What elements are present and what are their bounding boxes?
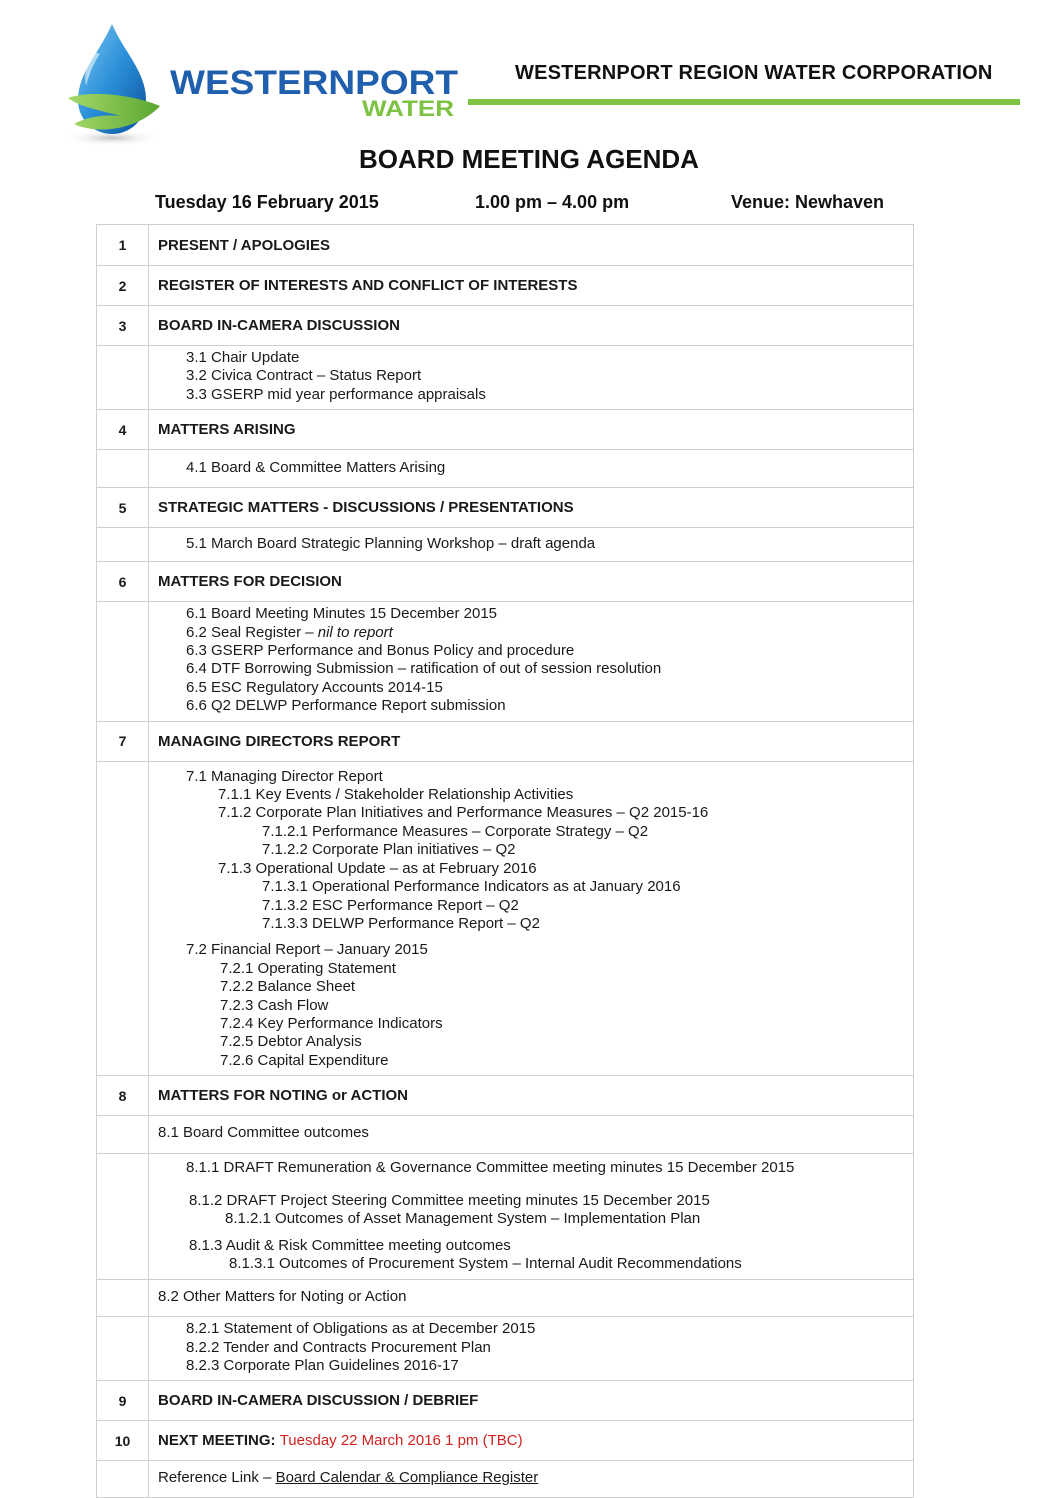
- agenda-row: [97, 1076, 914, 1116]
- list-item: 8.2 Other Matters for Noting or Action: [158, 1287, 407, 1305]
- empty-cell: [97, 346, 149, 410]
- item-number: 3: [97, 306, 149, 346]
- meeting-venue: Venue: Newhaven: [731, 192, 885, 212]
- westernport-water-logo: [60, 20, 470, 150]
- agenda-subrow: [97, 1116, 914, 1154]
- list-item: 7.2.6 Capital Expenditure: [220, 1051, 389, 1069]
- list-item: 7.1.3.2 ESC Performance Report – Q2: [262, 896, 519, 914]
- letterhead: [0, 0, 1058, 150]
- list-item: 8.1.2 DRAFT Project Steering Committee meeting minutes 15 December 2015: [189, 1192, 710, 1210]
- logo-word-water: WATER: [362, 96, 455, 121]
- list-item: 8.2.1 Statement of Obligations as at December 2015: [186, 1320, 536, 1338]
- next-meeting-date: Tuesday 22 March 2016 1 pm (TBC): [279, 1432, 523, 1450]
- item-number: 9: [97, 1381, 149, 1421]
- item-number: 1: [97, 225, 149, 266]
- list-item: 8.1.3.1 Outcomes of Procurement System – Internal Audit Recommendations: [229, 1255, 742, 1273]
- agenda-row: [97, 410, 914, 450]
- item-title: BOARD IN-CAMERA DISCUSSION / DEBRIEF: [149, 1381, 914, 1421]
- agenda-row: [97, 266, 914, 306]
- item-title: MATTERS FOR DECISION: [149, 562, 914, 602]
- list-item-text: 6.2 Seal Register –: [186, 623, 318, 641]
- agenda-row: [97, 721, 914, 761]
- sub-items: [149, 1116, 914, 1154]
- list-item: 6.1 Board Meeting Minutes 15 December 2015: [186, 605, 498, 623]
- item-number: 6: [97, 562, 149, 602]
- list-item: 7.2.4 Key Performance Indicators: [220, 1014, 443, 1032]
- sub-items: [149, 346, 914, 410]
- empty-cell: [97, 450, 149, 488]
- sub-items: [149, 602, 914, 721]
- list-item: 3.3 GSERP mid year performance appraisals: [186, 385, 486, 403]
- list-item: 4.1 Board & Committee Matters Arising: [186, 458, 446, 476]
- list-item: 7.2.3 Cash Flow: [220, 996, 329, 1014]
- list-item: 3.2 Civica Contract – Status Report: [186, 367, 422, 385]
- list-item: 6.5 ESC Regulatory Accounts 2014-15: [186, 678, 443, 696]
- page-title: BOARD MEETING AGENDA: [359, 144, 699, 174]
- empty-cell: [97, 1116, 149, 1154]
- list-item: 7.1.2 Corporate Plan Initiatives and Performance Measures – Q2 2015-16: [218, 804, 709, 822]
- board-calendar-link[interactable]: Board Calendar & Compliance Register: [275, 1469, 539, 1487]
- list-item: 8.1.2.1 Outcomes of Asset Management System – Implementation Plan: [225, 1210, 701, 1228]
- agenda-row: [97, 1381, 914, 1421]
- list-item: 8.1 Board Committee outcomes: [158, 1124, 369, 1142]
- empty-cell: [97, 528, 149, 562]
- agenda-subrow: [97, 761, 914, 1076]
- list-item: 7.1 Managing Director Report: [186, 767, 383, 785]
- empty-cell: [97, 1280, 149, 1317]
- list-item: 7.1.1 Key Events / Stakeholder Relationship Activities: [218, 786, 574, 804]
- list-item: 7.2.1 Operating Statement: [220, 959, 396, 977]
- logo-word-westernport: WESTERNPORT: [170, 64, 459, 102]
- empty-cell: [97, 1461, 149, 1498]
- list-item: 8.2.2 Tender and Contracts Procurement Plan: [186, 1338, 491, 1356]
- item-title: MANAGING DIRECTORS REPORT: [149, 721, 914, 761]
- header-rule: [468, 99, 1020, 105]
- sub-items: [149, 1280, 914, 1317]
- item-number: 8: [97, 1076, 149, 1116]
- empty-cell: [97, 1154, 149, 1280]
- sub-items: [149, 761, 914, 1076]
- reference-prefix: Reference Link –: [158, 1469, 276, 1487]
- list-item: 7.2 Financial Report – January 2015: [186, 941, 428, 959]
- agenda-subrow: [97, 528, 914, 562]
- item-title: MATTERS ARISING: [149, 410, 914, 450]
- item-title: STRATEGIC MATTERS - DISCUSSIONS / PRESENTATIONS: [149, 488, 914, 528]
- item-number: 4: [97, 410, 149, 450]
- list-item: 7.1.3.1 Operational Performance Indicators as at January 2016: [262, 878, 681, 896]
- agenda-row: [97, 488, 914, 528]
- list-item: [186, 624, 913, 642]
- organisation-name: WESTERNPORT REGION WATER CORPORATION: [515, 62, 993, 84]
- sub-items: [149, 450, 914, 488]
- agenda-subrow: [97, 1317, 914, 1381]
- empty-cell: [97, 761, 149, 1076]
- list-item: 7.2.5 Debtor Analysis: [220, 1033, 362, 1051]
- agenda-subrow: [97, 450, 914, 488]
- list-item: 7.2.2 Balance Sheet: [220, 978, 356, 996]
- empty-cell: [97, 1317, 149, 1381]
- list-item: 3.1 Chair Update: [186, 349, 300, 366]
- item-title: BOARD IN-CAMERA DISCUSSION: [149, 306, 914, 346]
- agenda-row: [97, 225, 914, 266]
- agenda-subrow: [97, 346, 914, 410]
- item-title: [149, 1421, 914, 1461]
- agenda-row: [97, 306, 914, 346]
- sub-items: [149, 1154, 914, 1280]
- item-number: 2: [97, 266, 149, 306]
- list-item: 8.2.3 Corporate Plan Guidelines 2016-17: [186, 1356, 459, 1374]
- item-number: 10: [97, 1421, 149, 1461]
- agenda-subrow: [97, 1461, 914, 1498]
- agenda-subrow: [97, 1154, 914, 1280]
- list-item: 7.1.3 Operational Update – as at February 2016: [218, 859, 537, 877]
- next-meeting-label: NEXT MEETING:: [158, 1432, 276, 1450]
- empty-cell: [97, 602, 149, 721]
- meeting-time: 1.00 pm – 4.00 pm: [475, 192, 630, 212]
- reference-cell: [149, 1461, 914, 1498]
- list-item: 7.1.2.1 Performance Measures – Corporate Strategy – Q2: [262, 822, 649, 840]
- list-item: 6.4 DTF Borrowing Submission – ratification of out of session resolution: [186, 660, 662, 678]
- item-title: REGISTER OF INTERESTS AND CONFLICT OF INTERESTS: [149, 266, 914, 306]
- item-number: 5: [97, 488, 149, 528]
- list-item: 7.1.2.2 Corporate Plan initiatives – Q2: [262, 841, 516, 859]
- list-item: 6.6 Q2 DELWP Performance Report submission: [186, 697, 506, 715]
- list-item: 5.1 March Board Strategic Planning Workshop – draft agenda: [186, 534, 596, 552]
- list-item: 8.1.1 DRAFT Remuneration & Governance Committee meeting minutes 15 December 2015: [186, 1158, 795, 1176]
- item-title: PRESENT / APOLOGIES: [149, 225, 914, 266]
- sub-items: [149, 1317, 914, 1381]
- item-title: MATTERS FOR NOTING or ACTION: [149, 1076, 914, 1116]
- list-item: 7.1.3.3 DELWP Performance Report – Q2: [262, 914, 540, 932]
- list-item-note: nil to report: [317, 623, 393, 641]
- agenda-subrow: [97, 1280, 914, 1317]
- sub-items: [149, 528, 914, 562]
- agenda-subrow: [97, 602, 914, 721]
- agenda-table: [96, 224, 914, 1498]
- meeting-date: Tuesday 16 February 2015: [155, 192, 379, 212]
- agenda-row: [97, 562, 914, 602]
- item-number: 7: [97, 721, 149, 761]
- list-item: 8.1.3 Audit & Risk Committee meeting outcomes: [189, 1236, 511, 1254]
- list-item: 6.3 GSERP Performance and Bonus Policy and procedure: [186, 642, 575, 660]
- agenda-row: [97, 1421, 914, 1461]
